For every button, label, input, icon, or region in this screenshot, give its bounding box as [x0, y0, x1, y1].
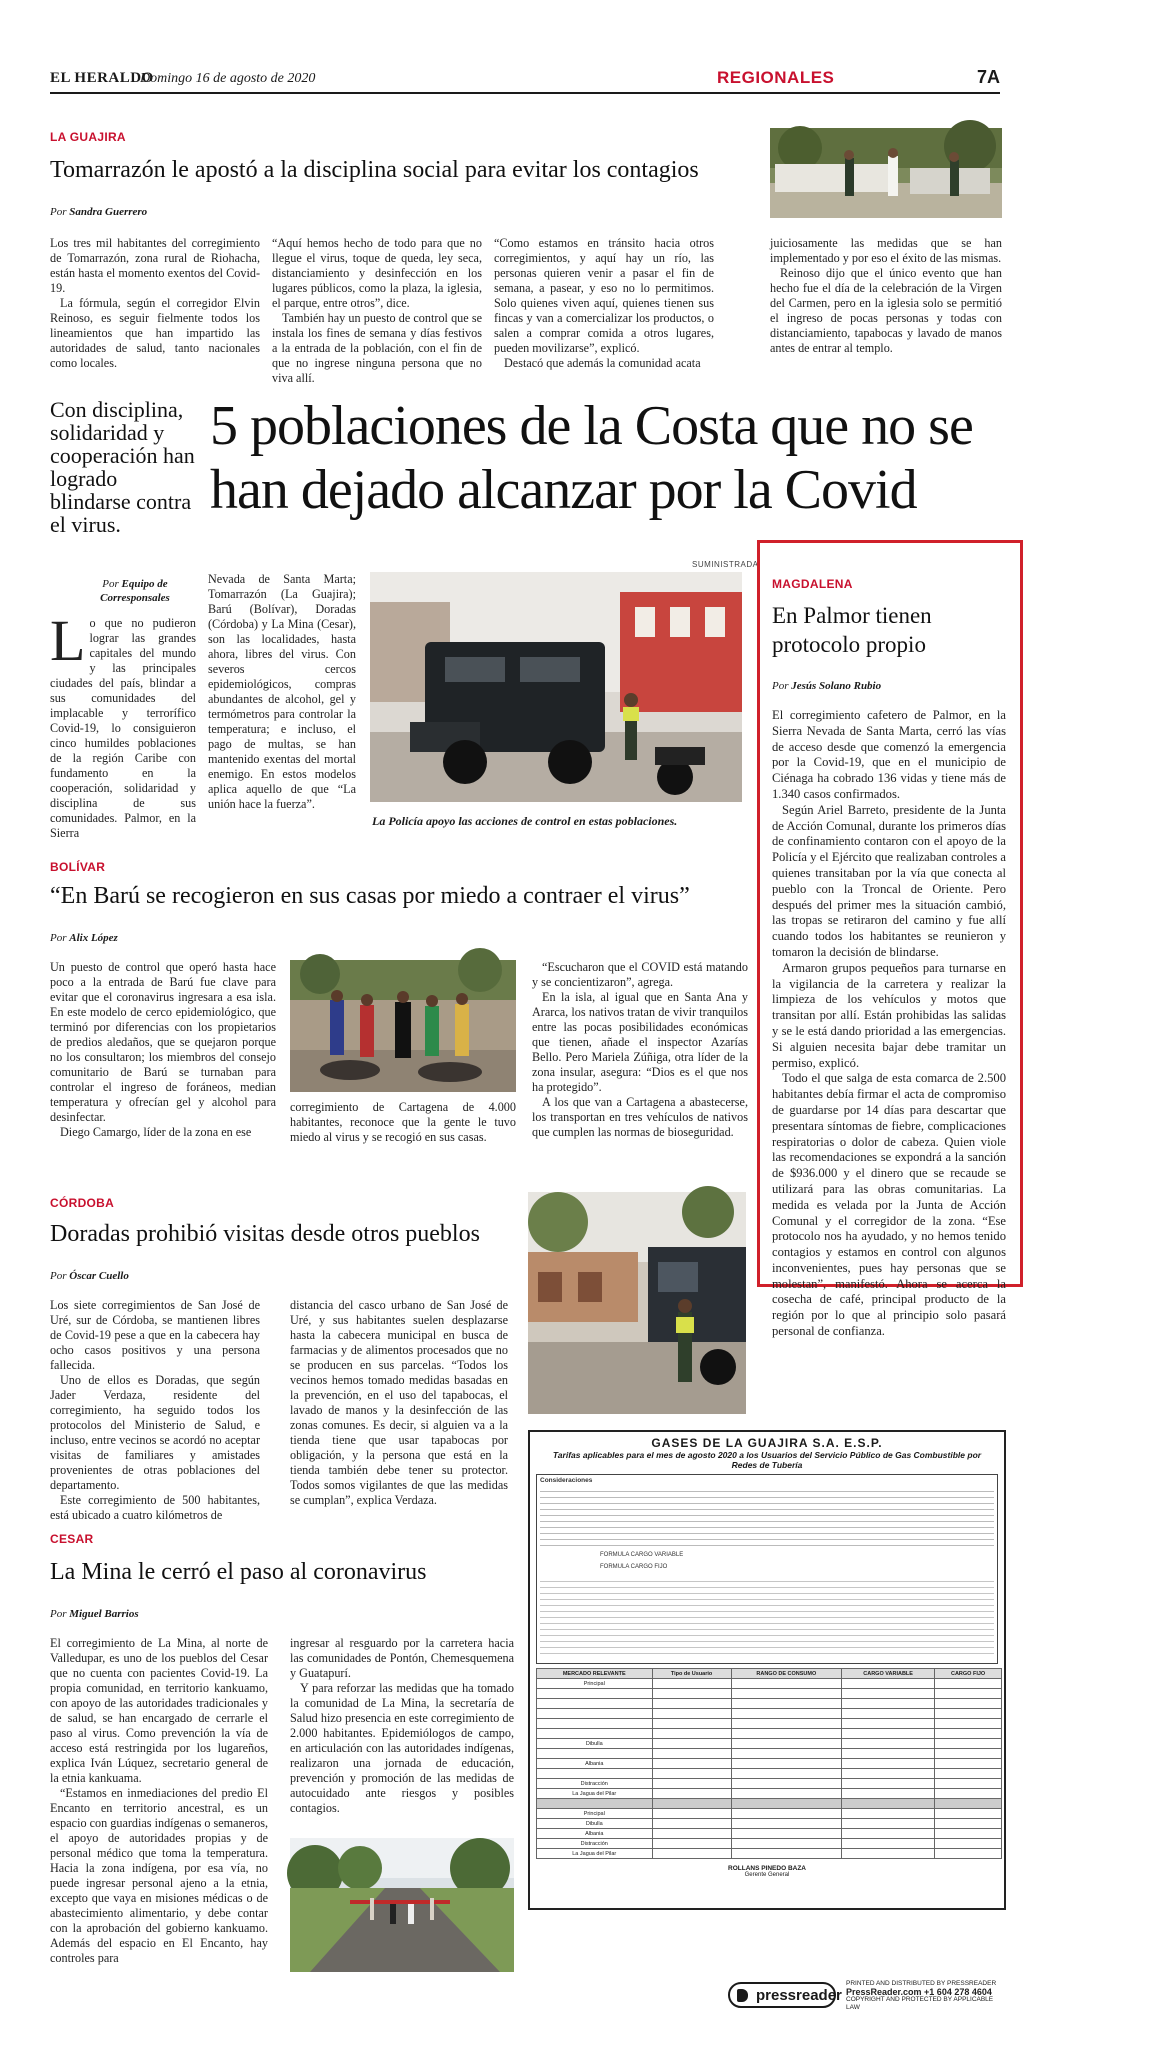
main-headline: [210, 394, 1010, 522]
byline-prefix: Por: [50, 932, 67, 944]
cordoba-column-1: [50, 1298, 260, 1522]
police-vehicle-photo: [370, 572, 742, 802]
section-name: REGIONALES: [717, 68, 835, 87]
cordoba-headline: Doradas prohibió visitas desde otros pueblos: [50, 1221, 480, 1247]
paragraph: También hay un puesto de control que se instala los fines de semana y días festivos a la entrada de la población, con el fin de que no ingrese ninguna persona que no viva allí.: [272, 311, 482, 385]
guajira-headline: Tomarrazón le apostó a la disciplina social para evitar los contagios: [50, 157, 699, 183]
bolivar-byline: [50, 932, 118, 944]
masthead: [50, 68, 1000, 94]
baru-residents-photo: [290, 960, 516, 1092]
paragraph: Los tres mil habitantes del corregimiento de Tomarrazón, zona rural de Riohacha, están hasta el momento exentos del Covid-19.: [50, 236, 260, 295]
byline-prefix: Por: [50, 1608, 67, 1620]
byline-prefix: Por: [772, 680, 789, 692]
ad-formula-variable: FORMULA CARGO VARIABLE: [600, 1552, 684, 1558]
table-cell: Principal: [537, 1679, 653, 1689]
table-cell: Principal: [537, 1809, 653, 1819]
table-header: MERCADO RELEVANTE: [537, 1669, 653, 1679]
pressreader-footer: [728, 1978, 1006, 2012]
magdalena-kicker: MAGDALENA: [772, 577, 853, 591]
paragraph: Un puesto de control que operó hasta hace poco a la entrada de Barú fue clave para evitar que el coronavirus ingresara a esa isla. En este modelo de cerco epidemiológico, que terminó por diferencias con los propietarios de predios aledaños, que se quejaron porque no los consultaron; los miembros del consejo comunitario de Barú se turnaban para controlar el ingreso de foráneos, median temperatura y ofrecían gel y alcohol para desinfectar.: [50, 960, 276, 1124]
ad-company-name: GASES DE LA GUAJIRA S.A. E.S.P.: [651, 1436, 883, 1450]
paragraph: “Estamos en inmediaciones del predio El Encanto en territorio ancestral, es un espacio con guardias indígenas o semaneros, el apoyo de autoridades propias y de personal médico que toma la temperatura. Hacia la zona indígena, por esa vía, no puede ingresar personal ajeno a la etnia, excepto que vaya en misiones médicas o de abastecimiento alimentario, y debe contar con la aprobación del gobierno kankuamo. Además del espacio en El Encanto, hay controles para: [50, 1786, 268, 1965]
paragraph: “Como estamos en tránsito hacia otros corregimientos, y aquí hay un río, las personas quieren venir a pasar el fin de semana, a pasear, y eso no lo permitimos. Solo quienes viven aquí, quienes tienen sus fincas y van a comercializar los productos, o salen a comprar comida a otros lugares, pueden movilizarse”, explicó.: [494, 236, 714, 355]
table-header: Tipo de Usuario: [652, 1669, 731, 1679]
paragraph: corregimiento de Cartagena de 4.000 habitantes, reconoce que la gente le tuvo miedo al virus y se recogió en sus casas.: [290, 1100, 516, 1144]
guajira-checkpoint-photo: [770, 128, 1002, 218]
paragraph: Destacó que además la comunidad acata: [504, 356, 701, 370]
main-deck: Con disciplina, solidaridad y cooperación han logrado blindarse contra el virus.: [50, 397, 195, 537]
table-cell: Distracción: [537, 1779, 653, 1789]
pressreader-logo[interactable]: pressreader: [728, 1982, 836, 2008]
magdalena-headline: En Palmor tienen protocolo propio: [772, 603, 932, 657]
ad-signature-role: Gerente General: [744, 1872, 790, 1878]
la-mina-road-photo: [290, 1838, 514, 1972]
paragraph: Diego Camargo, líder de la zona en ese: [60, 1125, 252, 1139]
paragraph: Todo el que salga de esta comarca de 2.500 habitantes debía firmar el acta de compromiso de guardarse por 14 días para descartar que presentara síntomas de fiebre, complicaciones respiratorias o dolor de cabeza. Quien viole las recomendaciones se expondrá a la sanción de $936.000 y el dinero que se recaude se utilizará para las obras comunitarias. La medida es velada por la Junta de Acción Comunal y el corregidor de la zona. “Ese protocolo nos ha ayudado, y no hemos tenido contagios y estamos en control con algunos inconvenientes, pues hay personas que se molestan”, manifestó. Ahora se acerca la cosecha de café, principal producto de la región por lo que al principio solo pasará personal de confianza.: [772, 1071, 1006, 1339]
table-cell: Dibulla: [537, 1739, 653, 1749]
paragraph: Reinoso dijo que el único evento que han hecho fue el día de la celebración de la Virgen del Carmen, pero en la iglesia solo se permitió el ingreso de pocas personas y todas con distanciamiento, tapabocas y lavado de manos antes de entrar al templo.: [770, 266, 1002, 355]
paragraph: distancia del casco urbano de San José de Uré, y sus habitantes suelen desplazarse hasta la cabecera municipal en busca de farmacias y de alimentos procesados que no se producen en sus parcelas. “Todos los vecinos hemos tomado medidas basadas en la prevención, en el uso del tapabocas, el lavado de manos y la desinfección de las zonas comunes. Es decir, si alguien va a la tienda tiene que usar tapabocas por obligación, y la persona que está en la tienda también debe tener su protector. Todos somos vigilantes de que las medidas se cumplan”, explica Verdaza.: [290, 1298, 508, 1507]
issue-date: Domingo 16 de agosto de 2020: [140, 71, 316, 86]
author-name: Jesús Solano Rubio: [791, 680, 882, 692]
paragraph: Este corregimiento de 500 habitantes, está ubicado a cuatro kilómetros de: [50, 1493, 260, 1522]
bolivar-column-1: [50, 960, 276, 1186]
cordoba-byline: [50, 1270, 129, 1282]
drop-cap: L: [50, 608, 86, 673]
footer-contact[interactable]: PressReader.com +1 604 278 4604: [846, 1987, 992, 1997]
paragraph: “Escucharon que el COVID está matando y se concientizaron”, agrega.: [532, 960, 748, 989]
author-name: Óscar Cuello: [69, 1270, 129, 1282]
table-cell: Albania: [537, 1759, 653, 1769]
paragraph: “Aquí hemos hecho de todo para que no llegue el virus, toque de queda, ley seca, distanciamiento y desinfección en los lugares públicos, como la plaza, la iglesia, el parque, entre otros”, dice.: [272, 236, 482, 310]
author-name: Sandra Guerrero: [69, 206, 148, 218]
ad-formula-fixed: FORMULA CARGO FIJO: [600, 1564, 668, 1570]
paragraph: Armaron grupos pequeños para turnarse en la vigilancia de la carretera y realizar la limpieza de los vehículos y motos que transitan por allí. Están prohibidas las salidas y se le está dando prioridad a las emergencias. Si alguien necesita bajar debe tramitar un permiso, explicó.: [772, 960, 1006, 1070]
table-cell: Distracción: [537, 1839, 653, 1849]
bolivar-column-2: [290, 1100, 516, 1160]
doradas-street-photo: [528, 1192, 746, 1414]
photo-credit: SUMINISTRADA: [692, 560, 759, 569]
paragraph: A los que van a Cartagena a abastecerse, los transportan en tres vehículos de nativos que cumplen las normas de bioseguridad.: [532, 1095, 748, 1139]
paragraph: La fórmula, según el corregidor Elvin Reinoso, es seguir fielmente todos los lineamientos que han impartido las autoridades de salud, tanto nacionales como locales.: [50, 296, 260, 370]
ad-subtitle: Tarifas aplicables para el mes de agosto 2020 a los Usuarios del Servicio Público de Gas Combustible por Redes de Tubería: [552, 1450, 982, 1470]
main-photo-caption: La Policía apoyo las acciones de control en estas poblaciones.: [372, 814, 678, 828]
gas-tariff-advertisement: [528, 1430, 1006, 1910]
byline-prefix: Por: [50, 206, 67, 218]
main-byline: [80, 577, 190, 605]
paragraph: Uno de ellos es Doradas, que según Jader Verdaza, residente del corregimiento, ha seguido todos los protocolos del Ministerio de Salud, e incluso, entre vecinos se acordó no aceptar visitas de familiares y amistades provenientes de otras poblaciones del departamento.: [50, 1373, 260, 1492]
paragraph: En la isla, al igual que en Santa Ana y Ararca, los nativos tratan de vivir tranquilos entre las pocas posibilidades económicas que tienen, añade el inspector Azarías Bello. Pero Mariela Zúñiga, otra líder de la zona insular, asegura: “Dios es el que nos ha protegido”.: [532, 990, 748, 1094]
table-header: RANGO DE CONSUMO: [731, 1669, 841, 1679]
guajira-byline: [50, 206, 147, 218]
ad-considerations-box: [536, 1474, 998, 1664]
ad-box-title: Consideraciones: [540, 1477, 593, 1484]
footer-line: COPYRIGHT AND PROTECTED BY APPLICABLE LAW: [846, 1996, 994, 2011]
guajira-kicker: LA GUAJIRA: [50, 130, 126, 144]
table-cell: La Jagua del Pilar: [537, 1789, 653, 1799]
page-number: 7A: [976, 67, 1000, 87]
author-name: Corresponsales: [100, 592, 170, 604]
author-name: Alix López: [69, 932, 118, 944]
ad-fine-print: [540, 1486, 994, 1546]
guajira-column-3: [494, 236, 714, 376]
paragraph: Los siete corregimientos de San José de Uré, sur de Córdoba, se mantienen libres de Covid-19 pese a que en la cabecera hay ocho casos positivos y una persona fallecida.: [50, 1298, 260, 1372]
cesar-column-2: [290, 1636, 514, 1836]
table-cell: La Jagua del Pilar: [537, 1849, 653, 1859]
guajira-column-4: [770, 236, 1002, 376]
guajira-column-1: [50, 236, 260, 376]
magdalena-byline: [772, 680, 881, 692]
newspaper-name: EL HERALDO: [50, 70, 154, 86]
table-cell: Albania: [537, 1829, 653, 1839]
bolivar-column-3: [532, 960, 748, 1160]
byline-prefix: Por: [50, 1270, 67, 1282]
cesar-headline: La Mina le cerró el paso al coronavirus: [50, 1559, 427, 1585]
headline-line: 5 poblaciones de la Costa que no se: [210, 395, 973, 457]
author-name: Equipo de: [121, 578, 168, 590]
ad-signature-name: ROLLANS PINEDO BAZA: [728, 1865, 806, 1872]
paragraph: Nevada de Santa Marta; Tomarrazón (La Guajira); Barú (Bolívar), Doradas (Córdoba) y La Mina (Cesar), son las localidades, hasta ahora, libres del virus. Con severos cercos epidemiológicos, compras abundantes de alcohol, gel y termómetros para controlar la temperatura; e incluso, el pago de multas, se han mantenido exentas del mortal enemigo. En estos modelos aplica aquello de que “La unión hace la fuerza”.: [208, 572, 356, 811]
table-header: CARGO VARIABLE: [842, 1669, 935, 1679]
cordoba-column-2: [290, 1298, 508, 1518]
cesar-byline: [50, 1608, 139, 1620]
magdalena-body: [772, 708, 1006, 1339]
cesar-kicker: CESAR: [50, 1532, 94, 1546]
paragraph: El corregimiento cafetero de Palmor, en la Sierra Nevada de Santa Marta, cerró las vías de acceso desde que comenzó la emergencia por la Covid-19, que en el municipio de Ciénaga ha cobrado 136 vidas y tiene más de 1.340 casos confirmados.: [772, 708, 1006, 801]
ad-tariff-table: [536, 1668, 1002, 1859]
paragraph: Según Ariel Barreto, presidente de la Junta de Acción Comunal, durante los primeros días de confinamiento contaron con el apoyo de la Policía y el Ejército que realizaban controles a quienes transitaban por la vía que conecta al pueblo con la Troncal de Oriente. Pero después del primer mes la situación cambió, las tropas se retiraron del camino y fue allí cuando todos los habitantes se reunieron y tomaron la decisión de blindarse.: [772, 802, 1006, 959]
bolivar-kicker: BOLÍVAR: [50, 860, 106, 874]
author-name: Miguel Barrios: [69, 1608, 139, 1620]
ad-definitions: [540, 1576, 994, 1656]
footer-line: PRINTED AND DISTRIBUTED BY PRESSREADER: [846, 1980, 997, 1987]
cesar-column-1: [50, 1636, 268, 1986]
paragraph: Y para reforzar las medidas que ha tomado la comunidad de La Mina, la secretaría de Salud hizo presencia en este corregimiento de 2.000 habitantes. Epidemiólogos de campo, en articulación con las autoridades indígenas, realizaron una jornada de educación, prevención y promoción de las medidas de autocuidado ante riesgos y posibles contagios.: [290, 1681, 514, 1815]
main-column-1: [50, 608, 196, 840]
cordoba-kicker: CÓRDOBA: [50, 1196, 115, 1210]
paragraph: o que no pudieron lograr las grandes capitales del mundo y las principales ciudades del país, blindar a sus comunidades del implacable y terrorífico Covid-19, lo consiguieron cinco humildes poblaciones de la región Caribe con fundamento en la cooperación, solidaridad y disciplina de sus comunidades. Palmor, en la Sierra: [50, 616, 196, 840]
byline-prefix: Por: [102, 578, 119, 590]
main-column-2: [208, 572, 356, 826]
headline-line: han dejado alcanzar por la Covid: [210, 459, 917, 521]
bolivar-headline: “En Barú se recogieron en sus casas por miedo a contraer el virus”: [50, 883, 690, 909]
paragraph: juiciosamente las medidas que se han implementado y por eso el éxito de las mismas.: [770, 236, 1002, 265]
table-header: CARGO FIJO: [935, 1669, 1002, 1679]
paragraph: El corregimiento de La Mina, al norte de Valledupar, es uno de los pueblos del Cesar que no cuenta con pacientes Covid-19. La propia comunidad, en territorio kankuamo, con apoyo de las autoridades tradicionales y de salud, se han encargado de cerrarle el paso al virus. Como prevención la vía de acceso está restringida por los lugareños, explica Iván Lúquez, secretario general de la etnia kankuama.: [50, 1636, 268, 1785]
guajira-column-2: [272, 236, 482, 385]
table-cell: Dibulla: [537, 1819, 653, 1829]
pressreader-info: [846, 1980, 1006, 2012]
paragraph: ingresar al resguardo por la carretera hacia las comunidades de Pontón, Chemesquemena y Guatapurí.: [290, 1636, 514, 1680]
